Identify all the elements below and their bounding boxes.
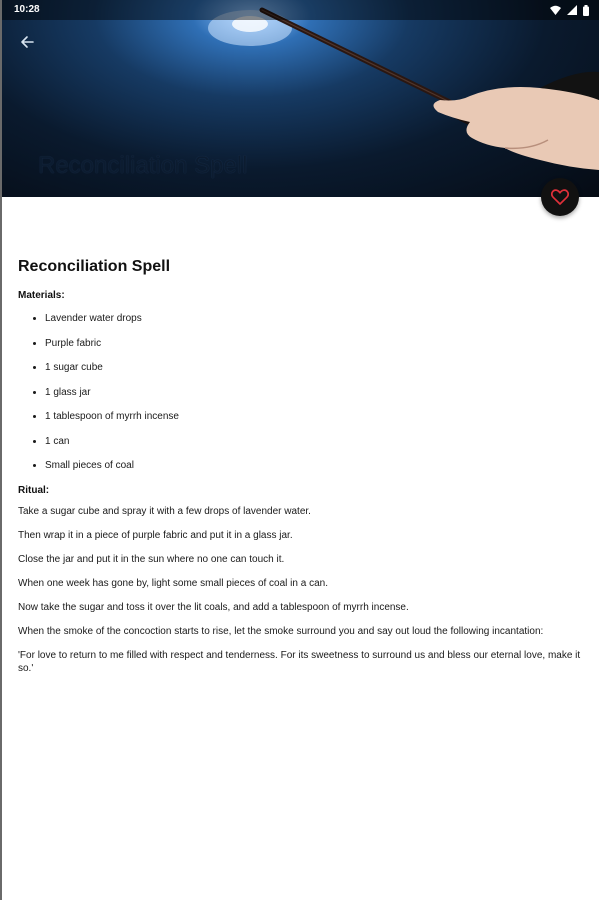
ritual-step: Now take the sugar and toss it over the lit coals, and add a tablespoon of myrrh incense. [18, 601, 409, 613]
list-item: • 1 can [45, 430, 584, 455]
ritual-steps [18, 505, 584, 675]
ritual-heading: Ritual: [18, 484, 50, 496]
article-content [18, 258, 584, 686]
ritual-step: Close the jar and put it in the sun where no one can touch it. [18, 553, 285, 565]
ritual-step: Then wrap it in a piece of purple fabric and put it in a glass jar. [18, 529, 293, 541]
materials-list [18, 307, 584, 479]
materials-heading: Materials: [18, 290, 65, 301]
back-button[interactable] [14, 30, 40, 54]
ritual-step: Take a sugar cube and spray it with a few drops of lavender water. [18, 505, 311, 517]
status-icons [550, 4, 589, 16]
list-item: • Lavender water drops [45, 307, 584, 332]
status-time: 10:28 [14, 4, 40, 15]
header-image [0, 0, 599, 197]
list-item: • 1 glass jar [45, 381, 584, 406]
ritual-step: When one week has gone by, light some small pieces of coal in a can. [18, 577, 328, 589]
ritual-step: When the smoke of the concoction starts to rise, let the smoke surround you and say out loud the following incantation: [18, 625, 544, 637]
wifi-icon [550, 5, 561, 15]
list-item: • Small pieces of coal [45, 454, 584, 479]
header-title: Reconciliation Spell [38, 152, 248, 179]
list-item: • 1 tablespoon of myrrh incense [45, 405, 584, 430]
signal-icon [567, 5, 577, 15]
list-item: • 1 sugar cube [45, 356, 584, 381]
favorite-button[interactable] [541, 178, 579, 216]
heart-outline-icon [551, 189, 569, 205]
ritual-step: 'For love to return to me filled with respect and tenderness. For its sweetness to surround us and bless our eternal love, make it so.' [18, 649, 581, 674]
status-bar [0, 0, 599, 20]
list-item: • Purple fabric [45, 332, 584, 357]
arrow-left-icon [20, 35, 34, 49]
battery-icon [583, 5, 589, 16]
window-edge [0, 0, 2, 900]
article-title: Reconciliation Spell [18, 258, 171, 275]
